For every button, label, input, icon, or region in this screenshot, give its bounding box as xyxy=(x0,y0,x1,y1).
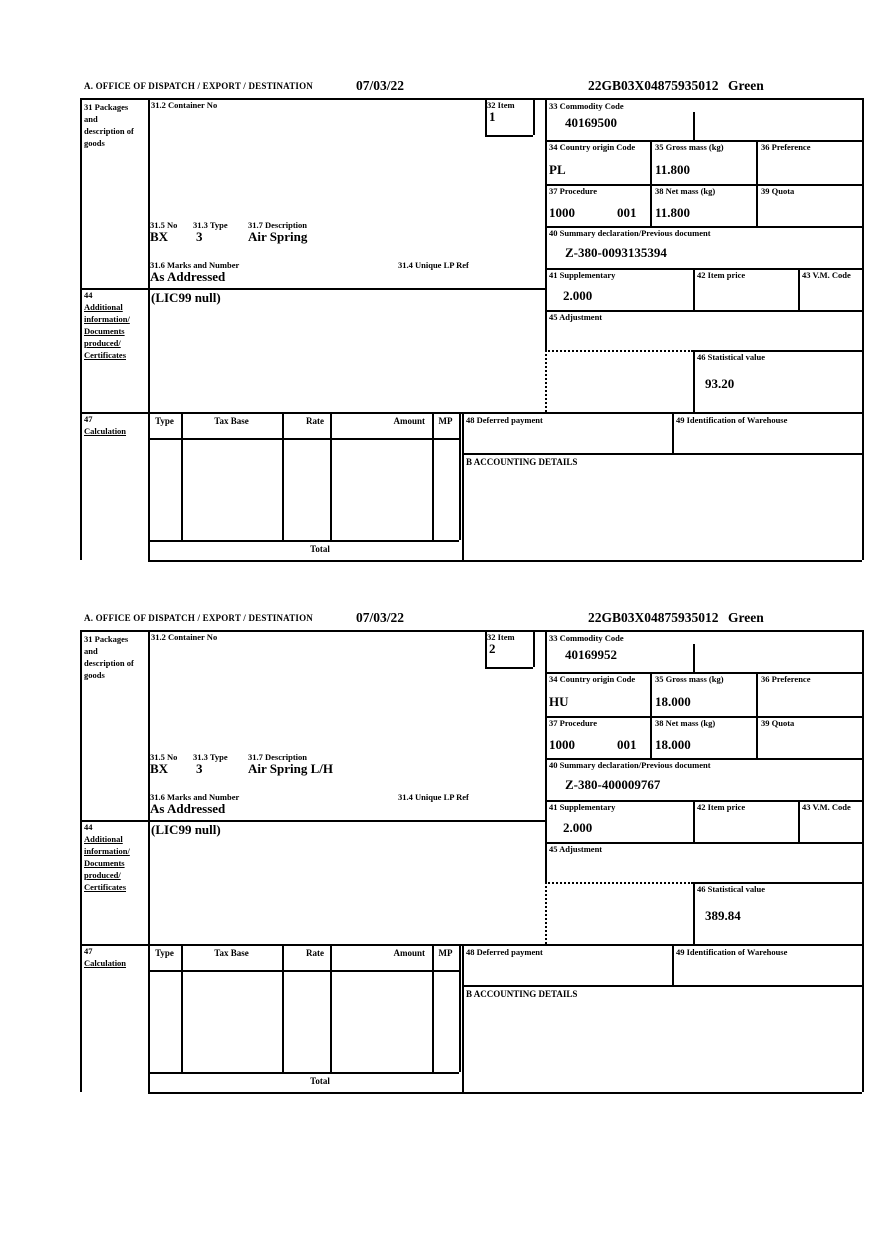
supplementary-units-value: 2.000 xyxy=(563,820,593,835)
box31-3-label: 31.3 Type xyxy=(193,752,228,762)
box38-label: 38 Net mass (kg) xyxy=(655,186,716,196)
box44-label: Additional information/ Documents produced/ Certificates xyxy=(84,302,130,360)
calc-body-bottom-border xyxy=(148,1072,459,1074)
item-number-value: 2 xyxy=(489,641,496,656)
box47-label: Calculation xyxy=(84,426,127,436)
calc-col-type-header: Type xyxy=(155,416,174,426)
box39-label: 39 Quota xyxy=(761,186,795,196)
box48-left-border xyxy=(462,944,464,1092)
box49-label: 49 Identification of Warehouse xyxy=(676,947,788,957)
table-right-border xyxy=(862,98,864,560)
calc-col-rate-header: Rate xyxy=(306,948,324,958)
country-origin-value: HU xyxy=(549,694,569,709)
box47-row-top-border xyxy=(80,412,862,414)
box31-label: 31 Packages and description of goods xyxy=(84,102,134,148)
additional-information-value: (LIC99 null) xyxy=(151,290,221,305)
box33-label: 33 Commodity Code xyxy=(549,633,624,643)
package-no-value: BX xyxy=(150,761,169,776)
box48-box49-divider xyxy=(672,944,674,985)
box34-label: 34 Country origin Code xyxy=(549,142,636,152)
calc-type-column-border xyxy=(181,944,183,1072)
box31-5-label: 31.5 No xyxy=(150,752,178,762)
box39-label: 39 Quota xyxy=(761,718,795,728)
box49-label: 49 Identification of Warehouse xyxy=(676,415,788,425)
declaration-item-section xyxy=(0,78,882,570)
box32-right-border xyxy=(533,630,535,667)
box33-inner-divider xyxy=(693,112,695,140)
box48-box49-divider xyxy=(672,412,674,453)
box44-number: 44 xyxy=(84,290,93,300)
calc-col-rate-header: Rate xyxy=(306,416,324,426)
box37-label: 37 Procedure xyxy=(549,718,598,728)
box42-box43-divider xyxy=(798,268,800,310)
box32-bottom-border xyxy=(485,667,533,669)
table-left-border xyxy=(80,630,82,1092)
gross-mass-value: 11.800 xyxy=(655,162,691,177)
calc-table-right-border xyxy=(459,412,461,540)
previous-document-value: Z-380-400009767 xyxy=(565,777,661,792)
box35-box36-divider xyxy=(756,672,758,758)
box40-label: 40 Summary declaration/Previous document xyxy=(549,760,711,770)
box32-label: 32 Item xyxy=(487,632,515,642)
box41-box42-divider xyxy=(693,268,695,310)
right-column-divider xyxy=(545,630,547,882)
box32-label: 32 Item xyxy=(487,100,515,110)
box31-2-label: 31.2 Container No xyxy=(151,632,218,642)
calc-header-bottom-border xyxy=(148,970,459,972)
accounting-details-heading: B ACCOUNTING DETAILS xyxy=(466,457,578,467)
box31-5-label: 31.5 No xyxy=(150,220,178,230)
statistical-value: 93.20 xyxy=(705,376,735,391)
calc-col-mp-header: MP xyxy=(438,416,453,426)
marks-and-number-value: As Addressed xyxy=(150,269,226,284)
previous-document-value: Z-380-0093135394 xyxy=(565,245,667,260)
goods-description-value: Air Spring L/H xyxy=(248,761,334,776)
box38-label: 38 Net mass (kg) xyxy=(655,718,716,728)
country-origin-value: PL xyxy=(549,162,566,177)
box46-left-border xyxy=(693,350,695,412)
declaration-reference-value: 22GB03X04875935012 xyxy=(588,78,719,93)
calc-col-taxbase-header: Tax Base xyxy=(214,416,249,426)
route-status-value: Green xyxy=(728,78,764,93)
net-mass-value: 11.800 xyxy=(655,205,691,220)
goods-description-value: Air Spring xyxy=(248,229,308,244)
box48-left-border xyxy=(462,412,464,560)
box31-4-label: 31.4 Unique LP Ref xyxy=(398,260,469,270)
box36-label: 36 Preference xyxy=(761,674,811,684)
box42-label: 42 Item price xyxy=(697,270,746,280)
right-column-divider xyxy=(545,98,547,350)
box40-label: 40 Summary declaration/Previous document xyxy=(549,228,711,238)
calc-rate-column-border xyxy=(330,944,332,1072)
additional-information-value: (LIC99 null) xyxy=(151,822,221,837)
box41-box42-divider xyxy=(693,800,695,842)
commodity-code-value: 40169952 xyxy=(565,647,617,662)
dispatch-date-value: 07/03/22 xyxy=(356,610,405,625)
office-of-dispatch-heading: A. OFFICE OF DISPATCH / EXPORT / DESTINATION xyxy=(84,613,314,623)
commodity-code-value: 40169500 xyxy=(565,115,617,130)
box47-row-top-border xyxy=(80,944,862,946)
calc-total-label: Total xyxy=(310,544,330,554)
calc-table-right-border xyxy=(459,944,461,1072)
box48-label: 48 Deferred payment xyxy=(466,415,543,425)
box36-label: 36 Preference xyxy=(761,142,811,152)
box35-box36-divider xyxy=(756,140,758,226)
box31-7-label: 31.7 Description xyxy=(248,220,308,230)
box46-label: 46 Statistical value xyxy=(697,352,765,362)
box31-7-label: 31.7 Description xyxy=(248,752,308,762)
box46-region-dotted-top-border xyxy=(545,882,693,884)
box48-label: 48 Deferred payment xyxy=(466,947,543,957)
box31-6-label: 31.6 Marks and Number xyxy=(150,260,240,270)
declaration-reference-value: 22GB03X04875935012 xyxy=(588,610,719,625)
dispatch-date-value: 07/03/22 xyxy=(356,78,405,93)
statistical-value: 389.84 xyxy=(705,908,741,923)
gross-mass-value: 18.000 xyxy=(655,694,691,709)
box31-2-label: 31.2 Container No xyxy=(151,100,218,110)
box35-label: 35 Gross mass (kg) xyxy=(655,142,724,152)
calc-total-label: Total xyxy=(310,1076,330,1086)
box42-box43-divider xyxy=(798,800,800,842)
calc-type-column-border xyxy=(181,412,183,540)
box41-label: 41 Supplementary xyxy=(549,802,616,812)
box34-label: 34 Country origin Code xyxy=(549,674,636,684)
box44-label: Additional information/ Documents produced/ Certificates xyxy=(84,834,130,892)
box45-label: 45 Adjustment xyxy=(549,312,603,322)
declaration-item-section xyxy=(0,610,882,1102)
table-bottom-border xyxy=(148,560,862,562)
box42-label: 42 Item price xyxy=(697,802,746,812)
item-number-value: 1 xyxy=(489,109,496,124)
accounting-details-heading: B ACCOUNTING DETAILS xyxy=(466,989,578,999)
supplementary-units-value: 2.000 xyxy=(563,288,593,303)
box37-label: 37 Procedure xyxy=(549,186,598,196)
box31-label: 31 Packages and description of goods xyxy=(84,634,134,680)
box34-box35-divider xyxy=(650,140,652,226)
box47-label: Calculation xyxy=(84,958,127,968)
box48-row-bottom-border xyxy=(462,453,862,455)
box33-label: 33 Commodity Code xyxy=(549,101,624,111)
calc-taxbase-column-border xyxy=(282,412,284,540)
box47-number: 47 xyxy=(84,414,93,424)
package-type-value: 3 xyxy=(196,761,203,776)
box47-number: 47 xyxy=(84,946,93,956)
box44-number: 44 xyxy=(84,822,93,832)
box31-6-label: 31.6 Marks and Number xyxy=(150,792,240,802)
calc-col-mp-header: MP xyxy=(438,948,453,958)
calc-amount-column-border xyxy=(432,412,434,540)
box48-row-bottom-border xyxy=(462,985,862,987)
package-no-value: BX xyxy=(150,229,169,244)
box45-label: 45 Adjustment xyxy=(549,844,603,854)
box32-right-border xyxy=(533,98,535,135)
calc-col-type-header: Type xyxy=(155,948,174,958)
calc-taxbase-column-border xyxy=(282,944,284,1072)
procedure-code-value: 1000 xyxy=(549,205,575,220)
table-bottom-border xyxy=(148,1092,862,1094)
box43-label: 43 V.M. Code xyxy=(802,802,851,812)
box43-label: 43 V.M. Code xyxy=(802,270,851,280)
calc-col-amount-header: Amount xyxy=(393,948,425,958)
procedure-code-extra-value: 001 xyxy=(617,737,637,752)
box34-box35-divider xyxy=(650,672,652,758)
procedure-code-value: 1000 xyxy=(549,737,575,752)
box46-left-border xyxy=(693,882,695,944)
calc-header-bottom-border xyxy=(148,438,459,440)
box32-bottom-border xyxy=(485,135,533,137)
box31-3-label: 31.3 Type xyxy=(193,220,228,230)
box35-label: 35 Gross mass (kg) xyxy=(655,674,724,684)
calc-col-amount-header: Amount xyxy=(393,416,425,426)
table-left-border xyxy=(80,98,82,560)
box46-label: 46 Statistical value xyxy=(697,884,765,894)
box31-4-label: 31.4 Unique LP Ref xyxy=(398,792,469,802)
calc-rate-column-border xyxy=(330,412,332,540)
package-type-value: 3 xyxy=(196,229,203,244)
box41-label: 41 Supplementary xyxy=(549,270,616,280)
route-status-value: Green xyxy=(728,610,764,625)
marks-and-number-value: As Addressed xyxy=(150,801,226,816)
table-right-border xyxy=(862,630,864,1092)
box46-region-dotted-top-border xyxy=(545,350,693,352)
calc-body-bottom-border xyxy=(148,540,459,542)
calc-amount-column-border xyxy=(432,944,434,1072)
box46-region-dotted-left-border xyxy=(545,882,547,944)
calc-col-taxbase-header: Tax Base xyxy=(214,948,249,958)
box46-region-dotted-left-border xyxy=(545,350,547,412)
net-mass-value: 18.000 xyxy=(655,737,691,752)
office-of-dispatch-heading: A. OFFICE OF DISPATCH / EXPORT / DESTINATION xyxy=(84,81,314,91)
procedure-code-extra-value: 001 xyxy=(617,205,637,220)
box33-inner-divider xyxy=(693,644,695,672)
